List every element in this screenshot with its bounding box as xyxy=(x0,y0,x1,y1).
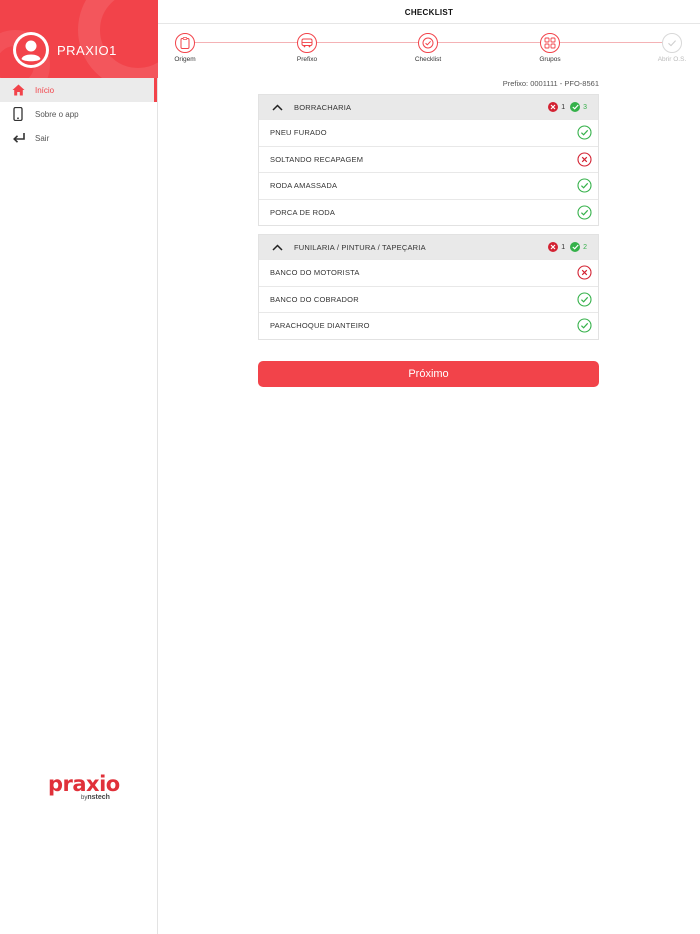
praxio-logo xyxy=(48,772,120,801)
ok-status-icon[interactable] xyxy=(577,292,592,307)
page-title: CHECKLIST xyxy=(158,0,700,24)
group-borracharia xyxy=(258,94,599,226)
group-funilaria xyxy=(258,234,599,340)
fail-status-icon[interactable] xyxy=(577,265,592,280)
bus-icon xyxy=(297,33,317,53)
group-counts xyxy=(548,102,598,112)
check-icon xyxy=(662,33,682,53)
group-header[interactable] xyxy=(259,95,598,119)
stepper xyxy=(158,24,700,74)
item-name: PARACHOQUE DIANTEIRO xyxy=(270,321,370,331)
header-decoration xyxy=(78,0,158,78)
ok-status-icon[interactable] xyxy=(577,125,592,140)
step-label: Prefixo xyxy=(296,56,318,63)
check-circle-icon xyxy=(418,33,438,53)
ok-badge-icon xyxy=(570,242,580,252)
fail-count: 1 xyxy=(561,103,566,111)
group-counts xyxy=(548,242,598,252)
logo-brand: praxio xyxy=(48,772,120,796)
home-icon xyxy=(11,83,25,97)
step-label: Abrir O.S. xyxy=(657,56,687,63)
item-name: BANCO DO MOTORISTA xyxy=(270,268,360,278)
step-label: Checklist xyxy=(414,56,442,63)
ok-status-icon[interactable] xyxy=(577,318,592,333)
exit-icon xyxy=(11,131,25,145)
prefix-info: Prefixo: 0001111 - PFO-8561 xyxy=(502,79,599,88)
sidebar xyxy=(0,0,158,934)
chevron-up-icon xyxy=(272,241,284,253)
item-name: SOLTANDO RECAPAGEM xyxy=(270,154,364,164)
logo-company: nstech xyxy=(87,794,110,801)
group-title: FUNILARIA / PINTURA / TAPEÇARIA xyxy=(294,242,426,252)
checklist-item xyxy=(259,172,598,199)
group-title: BORRACHARIA xyxy=(294,102,352,112)
sidebar-item-label: Sair xyxy=(35,133,50,143)
step-checklist[interactable] xyxy=(398,33,458,63)
step-label: Origem xyxy=(174,56,196,63)
next-button[interactable]: Próximo xyxy=(258,361,599,387)
fail-badge-icon xyxy=(548,242,558,252)
sidebar-item-sair[interactable] xyxy=(0,126,157,150)
sidebar-item-label: Sobre o app xyxy=(35,109,79,119)
clipboard-icon xyxy=(175,33,195,53)
logo-byline xyxy=(81,794,110,801)
checklist-item xyxy=(259,146,598,173)
ok-badge-icon xyxy=(570,102,580,112)
checklist-item xyxy=(259,199,598,226)
item-name: PNEU FURADO xyxy=(270,128,327,138)
checklist-item xyxy=(259,119,598,146)
step-prefixo[interactable] xyxy=(277,33,337,63)
sidebar-item-sobre[interactable] xyxy=(0,102,157,126)
ok-count: 3 xyxy=(583,103,587,111)
grid-icon xyxy=(540,33,560,53)
sidebar-item-label: Início xyxy=(35,85,55,95)
sidebar-header xyxy=(0,0,158,78)
item-name: BANCO DO COBRADOR xyxy=(270,294,359,304)
fail-count: 1 xyxy=(561,243,566,251)
item-name: PORCA DE RODA xyxy=(270,207,336,217)
step-grupos[interactable] xyxy=(520,33,580,63)
item-name: RODA AMASSADA xyxy=(270,181,338,191)
fail-status-icon[interactable] xyxy=(577,152,592,167)
fail-badge-icon xyxy=(548,102,558,112)
chevron-up-icon xyxy=(272,101,284,113)
group-header[interactable] xyxy=(259,235,598,259)
username: PRAXIO1 xyxy=(57,43,117,58)
phone-icon xyxy=(11,107,25,121)
checklist-item xyxy=(259,286,598,313)
user-icon xyxy=(13,32,49,68)
checklist-item xyxy=(259,259,598,286)
step-origem[interactable] xyxy=(155,33,215,63)
checklist-item xyxy=(259,312,598,339)
ok-status-icon[interactable] xyxy=(577,178,592,193)
logo-by: by xyxy=(81,795,88,801)
ok-status-icon[interactable] xyxy=(577,205,592,220)
step-label: Grupos xyxy=(539,56,561,63)
step-abrir-os[interactable] xyxy=(642,33,700,63)
ok-count: 2 xyxy=(583,243,587,251)
sidebar-menu xyxy=(0,78,157,150)
avatar xyxy=(13,32,49,68)
sidebar-item-inicio[interactable] xyxy=(0,78,157,102)
